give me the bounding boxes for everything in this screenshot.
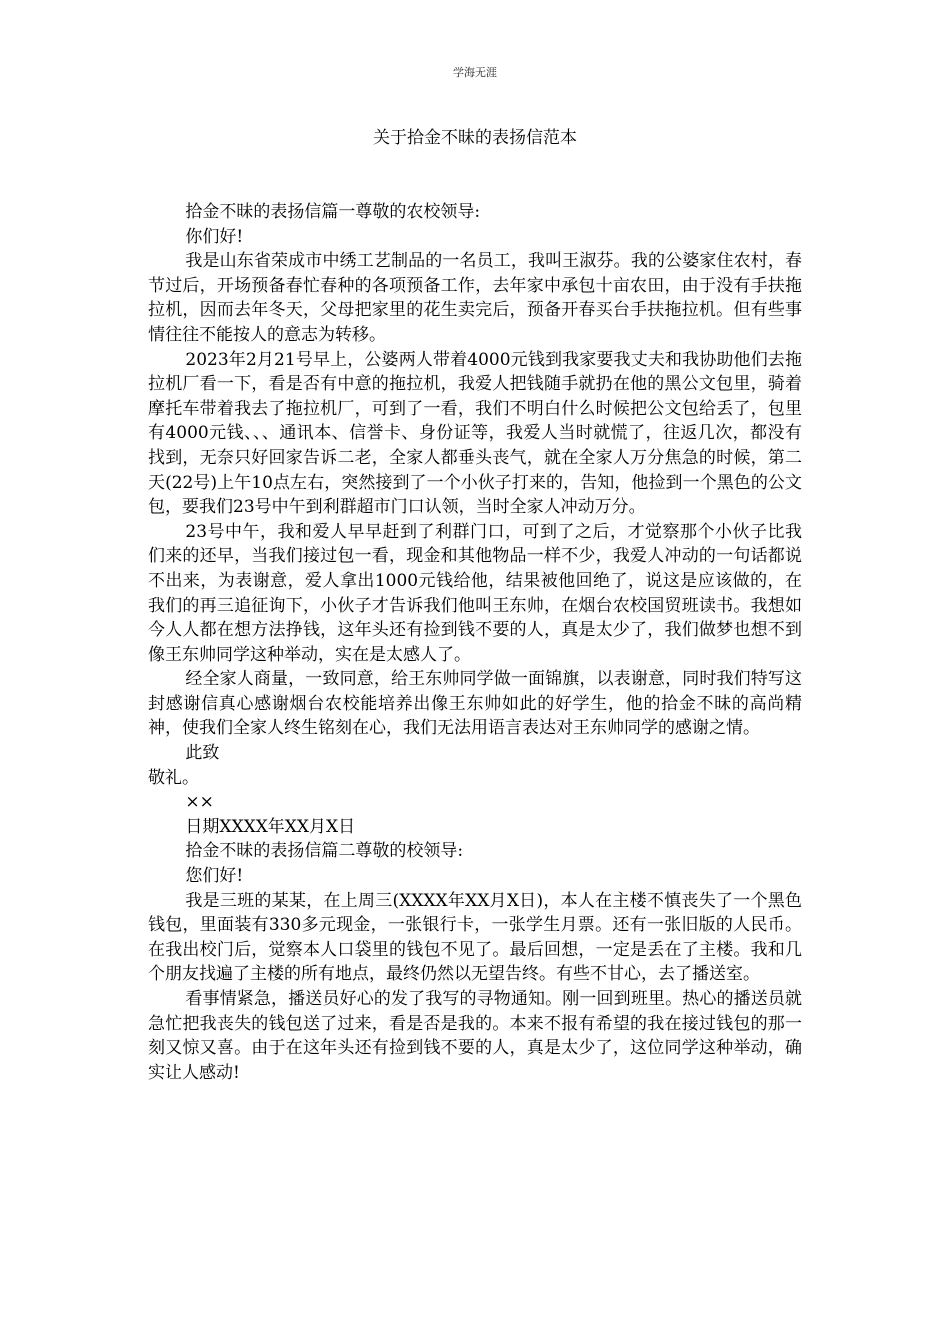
- paragraph: 拾金不昧的表扬信篇二尊敬的校领导:: [185, 841, 464, 862]
- paragraph: 看事情紧急，播送员好心的发了我写的寻物通知。刚一回到班里。热心的播送员就急忙把我丧失的钱包送了过来，看是否是我的。本来不报有希望的我在接过钱包的那一刻又惊又喜。由于在这年头还有捡到钱不要的人，真是太少了，这位同学这种举动，确实让人感动!: [148, 989, 802, 1083]
- document-body: [148, 200, 802, 1085]
- paragraph: 拾金不昧的表扬信篇一尊敬的农校领导:: [185, 202, 481, 222]
- closing-salute: 敬礼。: [148, 767, 199, 788]
- date-line: 日期XXXX年XX月X日: [185, 816, 356, 837]
- document-title: 关于拾金不昧的表扬信范本: [373, 128, 577, 148]
- paragraph: 我是三班的某某，在上周三(XXXX年XX月X日)，本人在主楼不慎丧失了一个黑色钱包，里面装有330多元现金，一张银行卡，一张学生月票。还有一张旧版的人民币。在我出校门后，觉察本人口袋里的钱包不见了。最后回想，一定是丢在了主楼。我和几个朋友找遍了主楼的所有地点，最终仍然以无望告终。有些不甘心，去了播送室。: [148, 890, 802, 985]
- closing-line: 此致: [185, 743, 220, 764]
- paragraph: 23号中午，我和爱人早早赶到了利群门口，可到了之后，才觉察那个小伙子比我们来的还早，当我们接过包一看，现金和其他物品一样不少，我爱人冲动的一句话都说不出来，为表谢意，爱人拿出1000元钱给他，结果被他回绝了，说这是应该做的，在我们的再三追征询下，小伙子才告诉我们他叫王东帅，在烟台农校国贸班读书。我想如今人人都在想方法挣钱，这年头还有捡到钱不要的人，真是太少了，我们做梦也想不到像王东帅同学这种举动，实在是太感人了。: [148, 521, 802, 665]
- paragraph: 我是山东省荣成市中绣工艺制品的一名员工，我叫王淑芬。我的公婆家住农村，春节过后，开场预备春忙春种的各项预备工作，去年家中承包十亩农田，由于没有手扶拖拉机，因而去年冬天，父母把家里的花生卖完后，预备开春买台手扶拖拉机。但有些事情往往不能按人的意志为转移。: [148, 251, 802, 345]
- page-header: 学海无涯: [453, 66, 497, 79]
- paragraph: 你们好!: [185, 226, 244, 247]
- paragraph: 您们好!: [185, 866, 244, 887]
- paragraph: 2023年2月21号早上，公婆两人带着4000元钱到我家要我丈夫和我协助他们去拖拉机厂看一下，看是否有中意的拖拉机，我爱人把钱随手就扔在他的黑公文包里，骑着摩托车带着我去了拖拉机厂，可到了一看，我们不明白什么时候把公文包给丢了，包里有4000元钱、、、通讯本、信誉卡、身份证等，我爱人当时就慌了，往返几次，都没有找到，无奈只好回家告诉二老，全家人都垂头丧气，就在全家人万分焦急的时候，第二天(22号)上午10点左右，突然接到了一个小伙子打来的，告知，他捡到一个黑色的公文包，要我们23号中午到利群超市门口认领，当时全家人冲动万分。: [148, 349, 802, 518]
- paragraph: 经全家人商量，一致同意，给王东帅同学做一面锦旗，以表谢意，同时我们特写这封感谢信真心感谢烟台农校能培养出像王东帅如此的好学生，他的拾金不昧的高尚精神，使我们全家人终生铭刻在心，我们无法用语言表达对王东帅同学的感谢之情。: [148, 669, 802, 739]
- signature: ××: [185, 792, 214, 813]
